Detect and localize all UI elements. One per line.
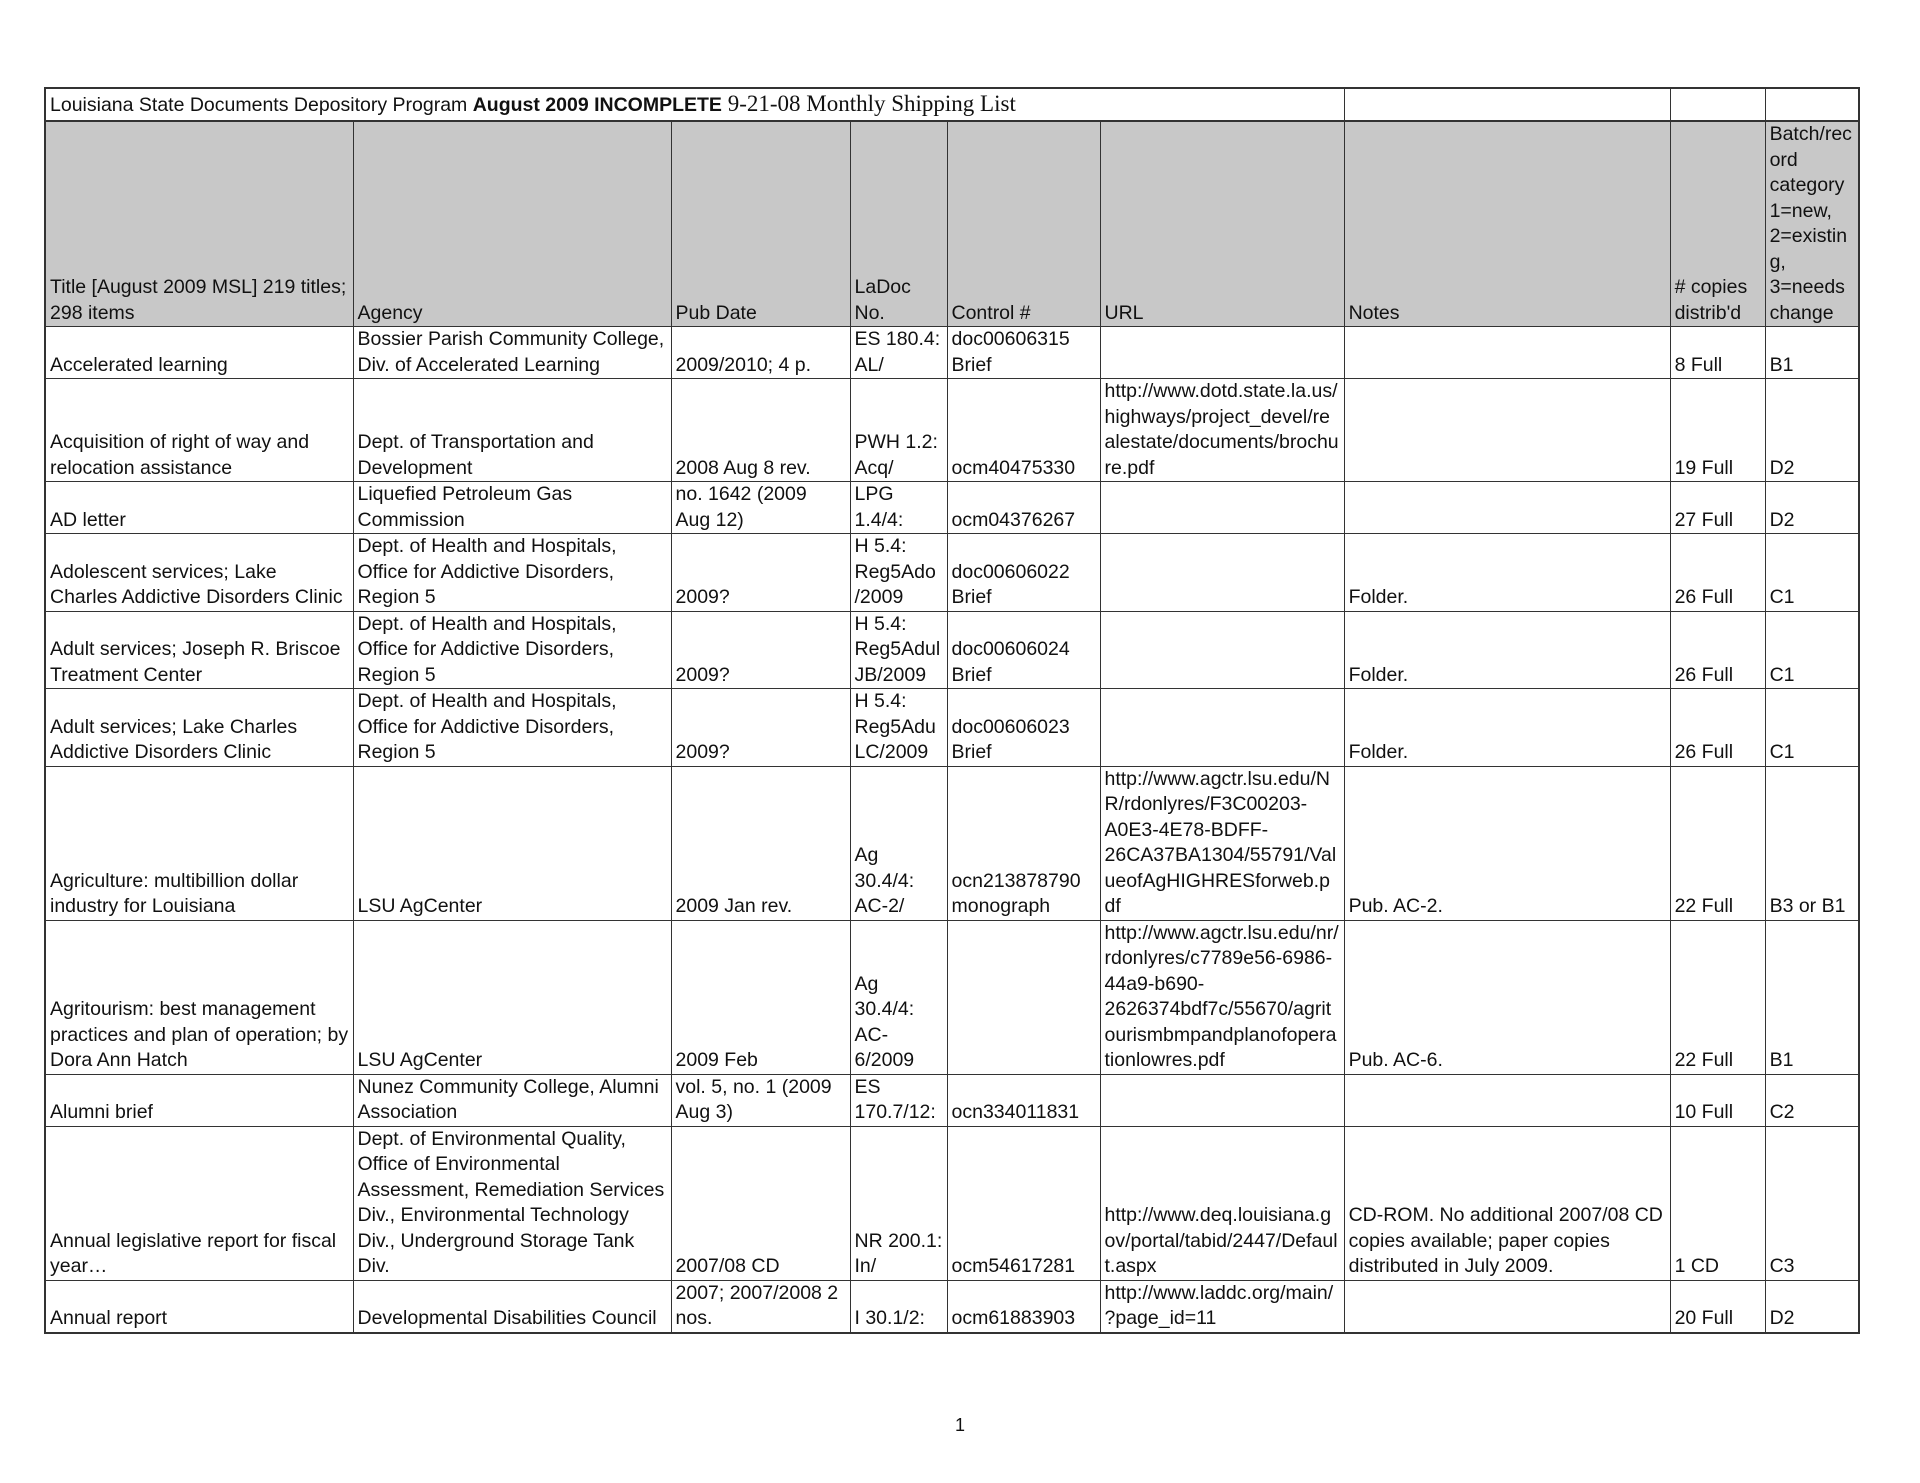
cell-url: http://www.agctr.lsu.edu/NR/rdonlyres/F3C00203-A0E3-4E78-BDFF-26CA37BA1304/55791/ValueofAgHIGHRESforweb.pdf <box>1100 766 1344 920</box>
table-row <box>45 534 1859 612</box>
cell-batch: D2 <box>1765 379 1859 482</box>
page-number: 1 <box>954 1415 965 1435</box>
cell-control: doc00606315 Brief <box>947 327 1100 379</box>
cell-control: ocm54617281 <box>947 1126 1100 1280</box>
cell-ladoc: ES 170.7/12: <box>850 1074 947 1126</box>
cell-batch: C3 <box>1765 1126 1859 1280</box>
cell-pubdate: 2007/08 CD <box>671 1126 850 1280</box>
table-row <box>45 920 1859 1074</box>
title-bold-part: August 2009 INCOMPLETE <box>472 93 722 116</box>
cell-url: http://www.agctr.lsu.edu/nr/rdonlyres/c7789e56-6986-44a9-b690-2626374bdf7c/55670/agritourismbmpandplanofoperationlowres.pdf <box>1100 920 1344 1074</box>
table-row <box>45 1280 1859 1333</box>
empty-cell <box>1344 88 1670 121</box>
cell-url <box>1100 327 1344 379</box>
cell-pubdate: 2009/2010; 4 p. <box>671 327 850 379</box>
cell-agency: Dept. of Health and Hospitals, Office for Addictive Disorders, Region 5 <box>353 534 671 612</box>
cell-title: Adolescent services; Lake Charles Addictive Disorders Clinic <box>45 534 353 612</box>
cell-ladoc: H 5.4: Reg5Adu LC/2009 <box>850 689 947 767</box>
cell-agency: Dept. of Environmental Quality, Office of Environmental Assessment, Remediation Services Div., Environmental Technology Div., Underground Storage Tank Div. <box>353 1126 671 1280</box>
cell-batch: C1 <box>1765 611 1859 689</box>
cell-control: doc00606022 Brief <box>947 534 1100 612</box>
cell-copies: 26 Full <box>1670 689 1765 767</box>
cell-pubdate: vol. 5, no. 1 (2009 Aug 3) <box>671 1074 850 1126</box>
header-title: Title [August 2009 MSL] 219 titles; 298 items <box>45 121 353 327</box>
cell-copies: 20 Full <box>1670 1280 1765 1333</box>
cell-notes <box>1344 1074 1670 1126</box>
cell-copies: 19 Full <box>1670 379 1765 482</box>
cell-batch: D2 <box>1765 1280 1859 1333</box>
cell-pubdate: 2009? <box>671 534 850 612</box>
cell-pubdate: 2009 Jan rev. <box>671 766 850 920</box>
cell-notes <box>1344 482 1670 534</box>
cell-ladoc: H 5.4: Reg5Adul JB/2009 <box>850 611 947 689</box>
table-row <box>45 379 1859 482</box>
document-title <box>45 88 1344 121</box>
cell-ladoc: I 30.1/2: <box>850 1280 947 1333</box>
cell-ladoc: PWH 1.2: Acq/ <box>850 379 947 482</box>
cell-url <box>1100 534 1344 612</box>
cell-title: Adult services; Lake Charles Addictive Disorders Clinic <box>45 689 353 767</box>
cell-copies: 26 Full <box>1670 534 1765 612</box>
cell-url <box>1100 1074 1344 1126</box>
cell-url: http://www.dotd.state.la.us/highways/project_devel/realestate/documents/brochure.pdf <box>1100 379 1344 482</box>
cell-pubdate: 2008 Aug 8 rev. <box>671 379 850 482</box>
cell-batch: C1 <box>1765 689 1859 767</box>
cell-notes: Pub. AC-6. <box>1344 920 1670 1074</box>
cell-control <box>947 920 1100 1074</box>
title-prefix: Louisiana State Documents Depository Program <box>50 93 473 116</box>
cell-ladoc: Ag 30.4/4: AC-2/ <box>850 766 947 920</box>
cell-title: Alumni brief <box>45 1074 353 1126</box>
cell-title: AD letter <box>45 482 353 534</box>
cell-pubdate: no. 1642 (2009 Aug 12) <box>671 482 850 534</box>
header-batch: Batch/record category 1=new, 2=existing, 3=needs change <box>1765 121 1859 327</box>
cell-pubdate: 2009? <box>671 611 850 689</box>
table-row <box>45 327 1859 379</box>
cell-batch: B1 <box>1765 920 1859 1074</box>
cell-notes: Pub. AC-2. <box>1344 766 1670 920</box>
cell-agency: LSU AgCenter <box>353 920 671 1074</box>
table-body <box>45 327 1859 1333</box>
cell-batch: C1 <box>1765 534 1859 612</box>
cell-pubdate: 2007; 2007/2008 2 nos. <box>671 1280 850 1333</box>
empty-cell <box>1765 88 1859 121</box>
cell-agency: Dept. of Transportation and Development <box>353 379 671 482</box>
table-row <box>45 766 1859 920</box>
cell-title: Adult services; Joseph R. Briscoe Treatment Center <box>45 611 353 689</box>
cell-copies: 27 Full <box>1670 482 1765 534</box>
cell-notes <box>1344 379 1670 482</box>
cell-url <box>1100 611 1344 689</box>
cell-control: doc00606023 Brief <box>947 689 1100 767</box>
header-agency: Agency <box>353 121 671 327</box>
cell-control: ocm40475330 <box>947 379 1100 482</box>
empty-cell <box>1670 88 1765 121</box>
cell-agency: Dept. of Health and Hospitals, Office for Addictive Disorders, Region 5 <box>353 611 671 689</box>
cell-control: doc00606024 Brief <box>947 611 1100 689</box>
cell-ladoc: NR 200.1: In/ <box>850 1126 947 1280</box>
title-row <box>45 88 1859 121</box>
cell-notes <box>1344 327 1670 379</box>
table-row <box>45 1074 1859 1126</box>
table-row <box>45 482 1859 534</box>
header-ladoc: LaDoc No. <box>850 121 947 327</box>
cell-notes: CD-ROM. No additional 2007/08 CD copies available; paper copies distributed in July 2009. <box>1344 1126 1670 1280</box>
cell-agency: Bossier Parish Community College, Div. of Accelerated Learning <box>353 327 671 379</box>
cell-notes: Folder. <box>1344 534 1670 612</box>
cell-batch: B1 <box>1765 327 1859 379</box>
header-copies: # copies distrib'd <box>1670 121 1765 327</box>
cell-url: http://www.deq.louisiana.gov/portal/tabid/2447/Default.aspx <box>1100 1126 1344 1280</box>
cell-title: Agriculture: multibillion dollar industry for Louisiana <box>45 766 353 920</box>
cell-ladoc: ES 180.4: AL/ <box>850 327 947 379</box>
cell-batch: B3 or B1 <box>1765 766 1859 920</box>
header-url: URL <box>1100 121 1344 327</box>
cell-copies: 22 Full <box>1670 920 1765 1074</box>
cell-copies: 10 Full <box>1670 1074 1765 1126</box>
header-control: Control # <box>947 121 1100 327</box>
header-pub-date: Pub Date <box>671 121 850 327</box>
header-row <box>45 121 1859 327</box>
table-row <box>45 611 1859 689</box>
cell-pubdate: 2009? <box>671 689 850 767</box>
cell-title: Accelerated learning <box>45 327 353 379</box>
header-notes: Notes <box>1344 121 1670 327</box>
table-row <box>45 1126 1859 1280</box>
cell-copies: 8 Full <box>1670 327 1765 379</box>
shipping-list-table <box>44 87 1860 1334</box>
cell-control: ocn334011831 <box>947 1074 1100 1126</box>
cell-agency: Dept. of Health and Hospitals, Office for Addictive Disorders, Region 5 <box>353 689 671 767</box>
cell-control: ocm61883903 <box>947 1280 1100 1333</box>
cell-url: http://www.laddc.org/main/?page_id=11 <box>1100 1280 1344 1333</box>
cell-copies: 26 Full <box>1670 611 1765 689</box>
cell-notes: Folder. <box>1344 611 1670 689</box>
cell-url <box>1100 482 1344 534</box>
table-row <box>45 689 1859 767</box>
cell-pubdate: 2009 Feb <box>671 920 850 1074</box>
cell-title: Acquisition of right of way and relocation assistance <box>45 379 353 482</box>
cell-title: Annual report <box>45 1280 353 1333</box>
cell-agency: Liquefied Petroleum Gas Commission <box>353 482 671 534</box>
cell-ladoc: LPG 1.4/4: <box>850 482 947 534</box>
cell-control: ocm04376267 <box>947 482 1100 534</box>
cell-title: Annual legislative report for fiscal year… <box>45 1126 353 1280</box>
cell-agency: Developmental Disabilities Council <box>353 1280 671 1333</box>
cell-url <box>1100 689 1344 767</box>
cell-title: Agritourism: best management practices and plan of operation; by Dora Ann Hatch <box>45 920 353 1074</box>
cell-copies: 1 CD <box>1670 1126 1765 1280</box>
cell-ladoc: H 5.4: Reg5Ado /2009 <box>850 534 947 612</box>
cell-batch: D2 <box>1765 482 1859 534</box>
cell-ladoc: Ag 30.4/4: AC-6/2009 <box>850 920 947 1074</box>
title-serif-part: 9-21-08 Monthly Shipping List <box>721 90 1016 116</box>
cell-batch: C2 <box>1765 1074 1859 1126</box>
cell-copies: 22 Full <box>1670 766 1765 920</box>
cell-agency: LSU AgCenter <box>353 766 671 920</box>
cell-control: ocn213878790 monograph <box>947 766 1100 920</box>
cell-agency: Nunez Community College, Alumni Association <box>353 1074 671 1126</box>
cell-notes: Folder. <box>1344 689 1670 767</box>
cell-notes <box>1344 1280 1670 1333</box>
